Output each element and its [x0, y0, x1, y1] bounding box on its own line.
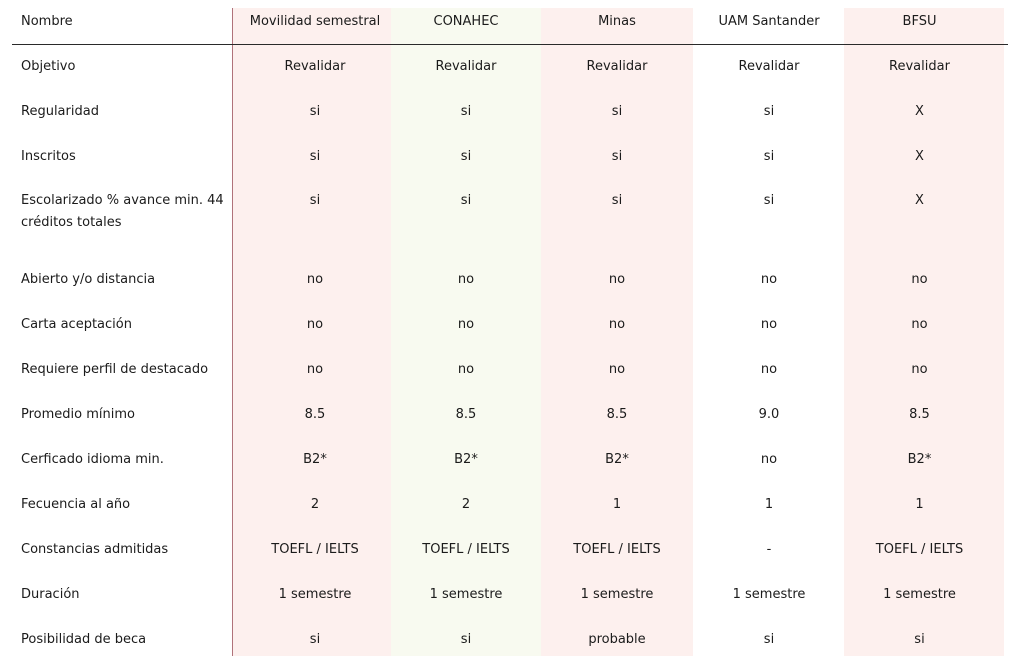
table-cell: B2* [454, 451, 478, 467]
corner-label: Nombre [21, 14, 73, 29]
row-label [0, 347, 232, 392]
row-label [0, 527, 232, 572]
table-cell: no [608, 271, 626, 287]
table-row [0, 179, 1001, 257]
table-row [0, 572, 1001, 617]
row-label-text: Carta aceptación [21, 316, 132, 332]
table-cell: si [763, 148, 775, 164]
table-cell: TOEFL / IELTS [422, 541, 510, 557]
table-cell: Revalidar [889, 58, 950, 74]
table-row [0, 257, 1001, 302]
row-label [0, 572, 232, 617]
row-label [0, 617, 232, 662]
row-label [0, 437, 232, 482]
table-cell: B2* [605, 451, 629, 467]
table-row [0, 44, 1001, 89]
table-cell: B2* [907, 451, 932, 467]
row-label [0, 134, 232, 179]
table-cell: 2 [310, 496, 320, 512]
table-cell: si [309, 148, 321, 164]
table-cell: 1 [764, 496, 774, 512]
table-cell: no [911, 271, 928, 287]
table-cell: no [306, 316, 324, 332]
table-cell: 1 semestre [883, 586, 956, 602]
row-label-text: Requiere perfil de destacado [21, 361, 209, 377]
table-cell: no [608, 361, 626, 377]
table-cell: no [760, 271, 778, 287]
table-row [0, 302, 1001, 347]
table-cell: 8.5 [909, 406, 930, 422]
table-cell: si [763, 631, 775, 647]
table-cell: si [611, 193, 623, 208]
table-cell: si [309, 103, 321, 119]
table-cell: si [460, 148, 472, 164]
row-label [0, 44, 232, 89]
table-row [0, 347, 1001, 392]
row-label-text: Promedio mínimo [21, 406, 135, 422]
table-cell: TOEFL / IELTS [875, 541, 964, 557]
table-cell: si [763, 103, 775, 119]
table-cell: no [306, 361, 324, 377]
column-header: Movilidad semestral [249, 14, 381, 29]
row-label-text: Escolarizado % avance min. 44 créditos totales [21, 193, 224, 230]
table-cell: no [911, 316, 928, 332]
table-cell: 8.5 [304, 406, 326, 422]
column-header: BFSU [902, 14, 937, 29]
column-header: Minas [598, 14, 636, 29]
table-cell: TOEFL / IELTS [573, 541, 661, 557]
table-cell: 2 [461, 496, 471, 512]
table-cell: no [760, 451, 778, 467]
table-cell: 1 [612, 496, 622, 512]
table-cell: si [914, 631, 925, 647]
table-cell: 8.5 [455, 406, 477, 422]
table-cell: no [457, 361, 475, 377]
row-label [0, 89, 232, 134]
row-label [0, 392, 232, 437]
table-cell: no [760, 316, 778, 332]
row-label [0, 302, 232, 347]
table-cell: 1 semestre [580, 586, 654, 602]
table-cell: X [915, 193, 924, 208]
header-row [0, 0, 1001, 44]
table-cell: si [309, 193, 321, 208]
column-header: UAM Santander [718, 14, 820, 29]
table-row [0, 134, 1001, 179]
row-label-text: Cerficado idioma min. [21, 451, 164, 467]
table-cell: no [911, 361, 928, 377]
table-row [0, 527, 1001, 572]
row-label-text: Constancias admitidas [21, 541, 169, 557]
row-label-text: Posibilidad de beca [21, 631, 147, 647]
table-cell: si [460, 103, 472, 119]
table-cell: TOEFL / IELTS [271, 541, 359, 557]
row-label-text: Regularidad [21, 103, 99, 119]
table-cell: no [457, 316, 475, 332]
row-label-text: Objetivo [21, 58, 76, 74]
table-cell: si [460, 631, 472, 647]
table-cell: no [457, 271, 475, 287]
row-label [0, 179, 232, 257]
table-row [0, 617, 1001, 662]
table-cell: - [766, 541, 772, 557]
table-cell: 1 [915, 496, 924, 512]
table-cell: no [306, 271, 324, 287]
table-cell: Revalidar [284, 58, 346, 74]
table-row [0, 437, 1001, 482]
table-cell: si [763, 193, 775, 208]
row-label-text: Abierto y/o distancia [21, 271, 156, 287]
table-cell: 1 semestre [278, 586, 352, 602]
column-header: CONAHEC [433, 14, 499, 29]
table-cell: 1 semestre [732, 586, 806, 602]
table-row [0, 89, 1001, 134]
table-row [0, 392, 1001, 437]
table-cell: X [915, 148, 924, 164]
row-label-text: Inscritos [21, 148, 76, 164]
table-cell: si [309, 631, 321, 647]
table-cell: si [611, 148, 623, 164]
row-label-text: Fecuencia al año [21, 496, 131, 512]
table-cell: si [611, 103, 623, 119]
table-cell: 8.5 [606, 406, 628, 422]
table-cell: Revalidar [586, 58, 648, 74]
table-cell: no [608, 316, 626, 332]
row-label [0, 482, 232, 527]
table-cell: si [460, 193, 472, 208]
table-cell: B2* [303, 451, 327, 467]
table-cell: X [915, 103, 924, 119]
table-cell: 1 semestre [429, 586, 503, 602]
table-cell: 9.0 [758, 406, 780, 422]
table-cell: Revalidar [738, 58, 800, 74]
row-label [0, 257, 232, 302]
table-cell: Revalidar [435, 58, 497, 74]
row-label-text: Duración [21, 586, 80, 602]
table-row [0, 482, 1001, 527]
table-cell: no [760, 361, 778, 377]
table-cell: probable [588, 631, 646, 647]
